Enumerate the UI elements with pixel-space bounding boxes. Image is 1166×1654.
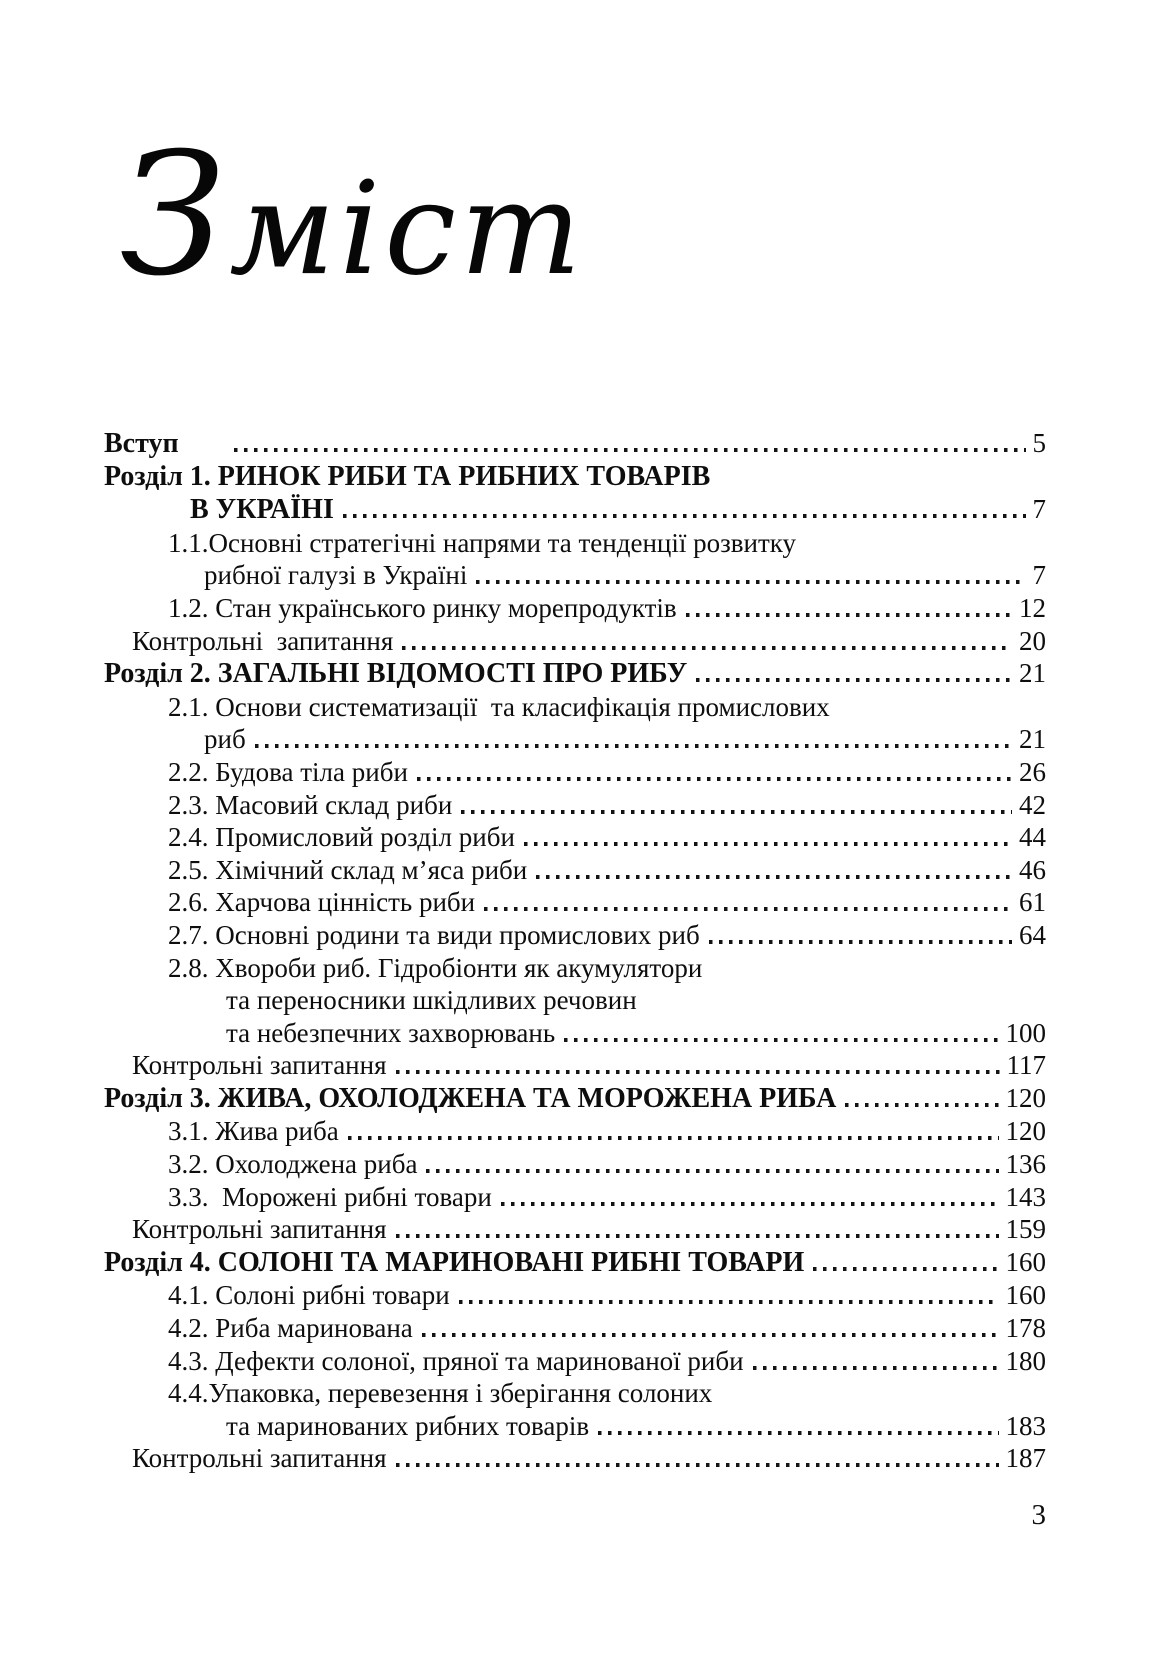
toc-page-number: 120 (1005, 1082, 1046, 1113)
toc-entry-text: 3.3. Морожені рибні товари (168, 1181, 492, 1212)
toc-page-number: 180 (1005, 1345, 1046, 1376)
toc-line (104, 527, 1046, 560)
dotted-leader (422, 1333, 999, 1337)
toc-entry-text: 2.3. Масовий склад риби (168, 789, 453, 820)
toc-entry-text: 1.1.Основні стратегічні напрями та тенденції розвитку (168, 527, 797, 558)
toc-page-number: 46 (1019, 854, 1046, 885)
toc-entry-text: та переносники шкідливих речовин (226, 985, 637, 1016)
toc-entry-text: 2.8. Хвороби риб. Гідробіонти як акумулятори (168, 952, 703, 983)
dotted-leader (536, 875, 1012, 879)
dotted-leader (402, 646, 1012, 650)
toc-line (104, 1082, 1046, 1116)
toc-entry-text: 4.2. Риба маринована (168, 1313, 413, 1344)
dotted-leader (396, 1463, 999, 1467)
dotted-leader (564, 1038, 998, 1042)
toc-entry-text: 4.3. Дефекти солоної, пряної та маринованої риби (168, 1345, 744, 1376)
toc-page-number: 42 (1019, 789, 1046, 820)
toc-page-number: 5 (1032, 428, 1046, 458)
toc-entry-text: та небезпечних захворювань (226, 1017, 556, 1048)
dotted-leader (524, 842, 1012, 846)
toc-entry-text: Розділ 1. РИНОК РИБИ ТА РИБНИХ ТОВАРІВ (104, 460, 711, 492)
dotted-leader (461, 810, 1012, 814)
toc-line (104, 691, 1046, 724)
toc-page-number: 136 (1005, 1149, 1046, 1180)
toc-entry-text: рибної галузі в Україні (204, 560, 468, 591)
toc-page-number: 20 (1019, 625, 1046, 656)
toc-line (104, 1246, 1046, 1280)
toc-line (104, 1312, 1046, 1345)
dotted-leader (696, 678, 1012, 682)
dotted-leader (476, 580, 1025, 584)
toc-page-number: 7 (1032, 560, 1046, 591)
toc-line (104, 1181, 1046, 1214)
toc-entry-text: 2.7. Основні родини та види промислових риб (168, 919, 700, 950)
toc-line (104, 559, 1046, 592)
toc-entry-text: 2.4. Промисловий розділ риби (168, 822, 515, 853)
toc-line (104, 625, 1046, 658)
toc-page-number: 120 (1005, 1116, 1046, 1147)
toc-line (104, 461, 1046, 494)
toc-entry-text: Розділ 4. СОЛОНІ ТА МАРИНОВАНІ РИБНІ ТОВАРИ (104, 1246, 805, 1278)
toc-line (104, 1377, 1046, 1410)
toc-page-number: 183 (1005, 1410, 1046, 1441)
toc-line (104, 1345, 1046, 1378)
toc-line (104, 1410, 1046, 1443)
toc-page-number: 61 (1019, 887, 1046, 918)
toc-line (104, 984, 1046, 1017)
dotted-leader (598, 1431, 998, 1435)
toc-entry-text: 2.5. Хімічний склад м’яса риби (168, 854, 528, 885)
toc-entry-text: Розділ 2. ЗАГАЛЬНІ ВІДОМОСТІ ПРО РИБУ (104, 658, 688, 690)
toc-line (104, 756, 1046, 789)
dotted-leader (845, 1103, 998, 1107)
toc-entry-text: Контрольні запитання (132, 1443, 387, 1474)
toc-line (104, 1049, 1046, 1082)
toc-entry-text: Контрольні запитання (132, 1214, 387, 1245)
dotted-leader (686, 613, 1012, 617)
toc-page-number: 178 (1005, 1313, 1046, 1344)
toc-line (104, 657, 1046, 691)
toc-line (104, 592, 1046, 625)
toc-page-number: 143 (1005, 1181, 1046, 1212)
toc-entry-text: та маринованих рибних товарів (226, 1410, 590, 1441)
toc-line (104, 886, 1046, 919)
toc-line (104, 493, 1046, 527)
dotted-leader (459, 1300, 999, 1304)
toc-line (104, 919, 1046, 952)
toc-entry-text: риб (204, 724, 246, 755)
table-of-contents (104, 427, 1046, 1475)
toc-line (104, 952, 1046, 985)
toc-line (104, 1148, 1046, 1181)
toc-page-number: 21 (1019, 724, 1046, 755)
toc-page-number: 100 (1005, 1017, 1046, 1048)
toc-entry-text: 3.1. Жива риба (168, 1116, 339, 1147)
dotted-leader (813, 1267, 998, 1271)
toc-page-number: 12 (1019, 592, 1046, 623)
toc-page-number: 64 (1019, 919, 1046, 950)
dotted-leader (417, 777, 1012, 781)
toc-page-number: 21 (1019, 658, 1046, 689)
dotted-leader (343, 514, 1026, 518)
toc-entry-text: 2.1. Основи систематизації та класифікація промислових (168, 691, 830, 722)
toc-line (104, 427, 1046, 461)
dotted-leader (396, 1070, 1000, 1074)
toc-entry-text: Вступ (104, 428, 179, 459)
toc-line (104, 1017, 1046, 1050)
dotted-leader (348, 1136, 999, 1140)
dotted-leader (501, 1202, 999, 1206)
dotted-leader (709, 940, 1012, 944)
toc-page-number: 159 (1005, 1214, 1046, 1245)
toc-entry-text: 4.1. Солоні рибні товари (168, 1280, 450, 1311)
toc-entry-text: 1.2. Стан українського ринку морепродуктів (168, 592, 677, 623)
toc-entry-text: 2.2. Будова тіла риби (168, 756, 408, 787)
toc-entry-text: В УКРАЇНІ (190, 494, 334, 526)
toc-line (104, 723, 1046, 756)
toc-line (104, 1442, 1046, 1475)
toc-page-number: 44 (1019, 822, 1046, 853)
toc-entry-text: Розділ 3. ЖИВА, ОХОЛОДЖЕНА ТА МОРОЖЕНА РИБА (104, 1082, 837, 1114)
toc-entry-text: Контрольні запитання (132, 625, 394, 656)
folio-page-number: 3 (1031, 1499, 1046, 1531)
toc-page-number: 7 (1032, 494, 1046, 525)
toc-line (104, 789, 1046, 822)
dotted-leader (396, 1234, 999, 1238)
toc-entry-text: 2.6. Харчова цінність риби (168, 887, 476, 918)
toc-page-number: 26 (1019, 756, 1046, 787)
page-title: Зміст (120, 116, 586, 313)
toc-entry-text: 3.2. Охолоджена риба (168, 1149, 418, 1180)
toc-line (104, 1115, 1046, 1148)
dotted-leader (255, 744, 1012, 748)
dotted-leader (484, 907, 1012, 911)
toc-page-number: 160 (1005, 1280, 1046, 1311)
toc-entry-text: Контрольні запитання (132, 1050, 387, 1081)
toc-page-number: 117 (1006, 1050, 1046, 1081)
toc-line (104, 854, 1046, 887)
toc-entry-text: 4.4.Упаковка, перевезення і зберігання солоних (168, 1378, 713, 1409)
toc-page-number: 160 (1005, 1246, 1046, 1277)
dotted-leader (753, 1366, 999, 1370)
dotted-leader (234, 448, 1026, 452)
dotted-leader (426, 1169, 998, 1173)
toc-line (104, 1213, 1046, 1246)
toc-page-number: 187 (1005, 1443, 1046, 1474)
toc-line (104, 821, 1046, 854)
toc-line (104, 1279, 1046, 1312)
